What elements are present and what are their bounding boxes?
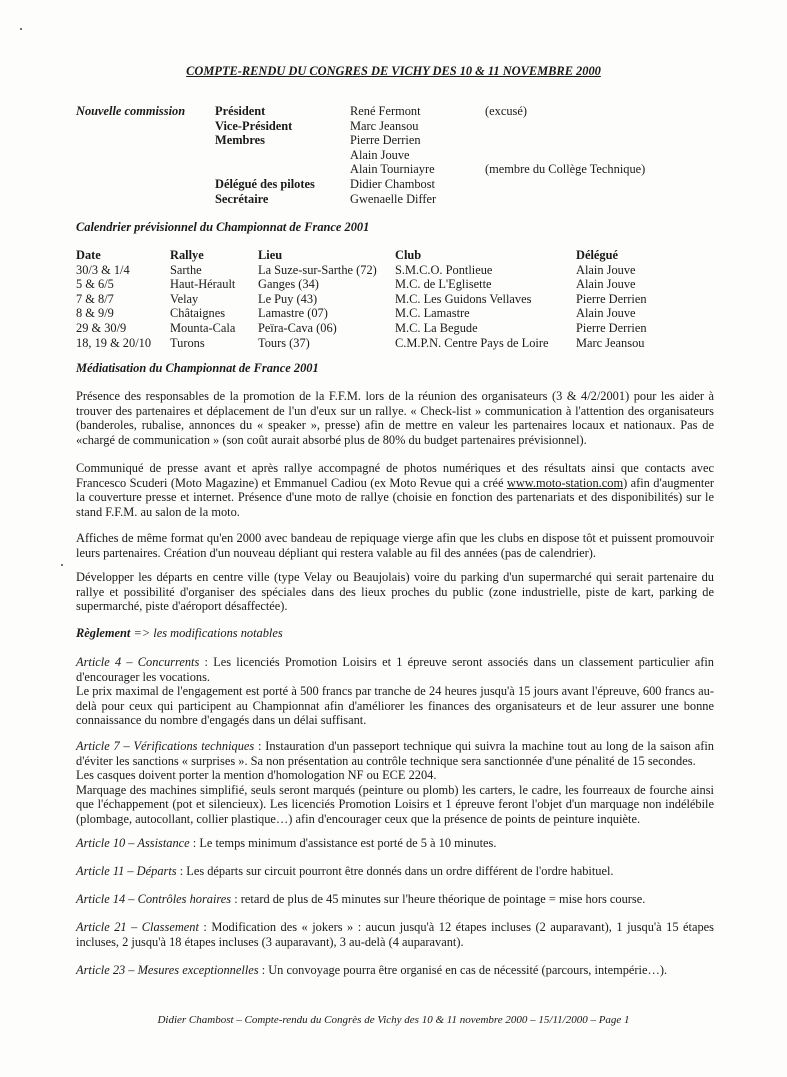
article-23: [76, 963, 714, 978]
calendar-row: [76, 306, 676, 321]
calendar-cell-date: 29 & 30/9: [76, 320, 127, 335]
commission-member-name: Gwenaelle Differ: [350, 191, 437, 206]
calendar-cell-lieu: Le Puy (43): [258, 291, 318, 306]
calendar-table: [76, 248, 676, 350]
calendar-cell-date: 8 & 9/9: [76, 306, 114, 321]
commission-role: Délégué des pilotes: [215, 177, 315, 191]
col-header-date: Date: [76, 248, 101, 262]
calendar-row: [76, 321, 676, 336]
commission-member-name: Alain Tourniayre: [350, 162, 435, 177]
article-4-intro: [76, 655, 714, 684]
article-7-text: : Instauration d'un passeport technique qui suivra la machine tout au long de la saison afin d'éviter les sanctions « surprises ». Sa non présentation au contrôle technique sera sanctionnée d'une pénalité de 15 secondes.: [76, 739, 715, 768]
calendar-header-row: [76, 248, 676, 263]
article-4-fees: Le prix maximal de l'engagement est porté à 500 francs par tranche de 24 heures jusqu'à 15 jours avant l'épreuve, 600 francs au-delà pour ceux qui participent au Championnat afin d'améliorer les finances des organisateurs et de leur assurer une bonne connaissance du nombre d'engagés dans un délai suffisant.: [76, 684, 714, 728]
calendar-cell-date: 30/3 & 1/4: [76, 262, 130, 277]
article-7: [76, 739, 714, 827]
commission-member-name: Pierre Derrien: [350, 133, 421, 148]
commission-member-name: René Fermont: [350, 104, 421, 118]
media-paragraph-2: [76, 461, 714, 519]
calendar-cell-rallye: Velay: [170, 291, 199, 306]
media-heading: Médiatisation du Championnat de France 2001: [76, 361, 319, 375]
article-7-helmets: Les casques doivent porter la mention d'homologation NF ou ECE 2204.: [76, 768, 437, 783]
article-10-text: : Le temps minimum d'assistance est porté de 5 à 10 minutes.: [189, 836, 497, 850]
article-14-title: Article 14 – Contrôles horaires: [76, 892, 232, 906]
calendar-row: [76, 292, 676, 307]
calendar-cell-club: S.M.C.O. Pontlieue: [395, 262, 493, 277]
calendar-cell-club: M.C. Lamastre: [395, 306, 470, 321]
commission-note: (excusé): [485, 104, 527, 118]
col-header-delegue: Délégué: [576, 248, 618, 262]
calendar-cell-date: 5 & 6/5: [76, 277, 114, 292]
media-paragraph-4: Développer les départs en centre ville (type Velay ou Beaujolais) voire du parking d'un supermarché qui serait partenaire du rallye et possibilité d'organiser des spéciales dans des lieux proches du public (zone industrielle, piste de kart, parking de supermarché, piste d'aéroport désaffectée).: [76, 570, 714, 614]
calendar-cell-rallye: Mounta-Cala: [170, 320, 236, 335]
calendar-body: [76, 263, 676, 351]
article-10: [76, 836, 714, 851]
calendar-cell-lieu: Peïra-Cava (06): [258, 320, 337, 335]
commission-role: Secrétaire: [215, 191, 269, 206]
article-7-intro: [76, 739, 714, 768]
article-10-title: Article 10 – Assistance: [76, 836, 190, 850]
calendar-cell-delegue: Alain Jouve: [576, 262, 636, 277]
moto-station-link[interactable]: www.moto-station.com: [506, 475, 624, 490]
article-14-text: : retard de plus de 45 minutes sur l'heure théorique de pointage = mise hors course.: [231, 892, 646, 906]
article-21-text: : Modification des « jokers » : aucun jusqu'à 12 étapes incluses (2 auparavant), 1 jusqu'à 15 étapes incluses, 2 jusqu'à 18 étapes incluses (3 auparavant), 3 au-delà (4 auparavant).: [76, 920, 715, 949]
commission-member-name: Didier Chambost: [350, 177, 436, 191]
calendar-cell-rallye: Châtaignes: [170, 306, 226, 321]
article-7-title: Article 7 – Vérifications techniques: [76, 739, 255, 753]
commission-member-name: Alain Jouve: [350, 147, 410, 162]
media-paragraph-3: Affiches de même format qu'en 2000 avec bandeau de repiquage vierge afin que les clubs en dispose tôt et puissent promouvoir leurs partenaires. Création d'un nouveau dépliant qui restera valable au fil des années (pas de calendrier).: [76, 531, 714, 560]
article-4-text: : Les licenciés Promotion Loisirs et 1 épreuve seront associés dans un classement particulier afin d'encourager les vocations.: [76, 655, 714, 684]
article-11-title: Article 11 – Départs: [76, 864, 177, 878]
calendar-cell-delegue: Pierre Derrien: [576, 291, 647, 306]
calendar-cell-club: M.C. La Begude: [395, 320, 478, 335]
commission-role: Membres: [215, 133, 266, 148]
media-paragraph-1: Présence des responsables de la promotion de la F.F.M. lors de la réunion des organisateurs (3 & 4/2/2001) pour les aider à trouver des partenaires et déplacement de l'un d'eux sur un rallye. « Check-list » communication à l'attention des organisateurs (banderoles, rubalise, annonces du « speaker », presse) afin de mettre en valeur les partenaires locaux et nationaux. Pas de «chargé de communication » (son coût aurait absorbé plus de 80% du budget partenaires prévisionnel).: [76, 389, 714, 447]
scan-speck: [61, 564, 63, 566]
calendar-cell-lieu: Lamastre (07): [258, 306, 328, 321]
article-23-text: : Un convoyage pourra être organisé en cas de nécessité (parcours, intempérie…).: [258, 963, 668, 977]
calendar-cell-delegue: Marc Jeansou: [576, 335, 645, 350]
calendar-cell-rallye: Sarthe: [170, 262, 202, 277]
calendar-cell-lieu: Tours (37): [258, 335, 310, 350]
col-header-club: Club: [395, 248, 422, 262]
calendar-row: [76, 277, 676, 292]
calendar-cell-club: M.C. Les Guidons Vellaves: [395, 291, 532, 306]
calendar-cell-club: C.M.P.N. Centre Pays de Loire: [395, 335, 549, 350]
article-7-marking: Marquage des machines simplifié, seuls seront marqués (peinture ou plomb) les carters, le cadre, les fourreaux de fourche ainsi que l'échappement (pot et silencieux). Les licenciés Promotion Loisirs et 1 épreuve feront l'objet d'un marquage non indélébile (plombage, autocollant, collier plastique…) afin d'encourager ceux que la présence de points de peinture inquiète.: [76, 782, 714, 826]
media-p2-start: Communiqué de presse avant et après rallye accompagné de photos numériques et des résultats ainsi que contacts avec Francesco Scuderi (Moto Magazine) et Emmanuel Cadiou (ex Moto Revue qui a créé: [76, 461, 714, 490]
article-4-title: Article 4 – Concurrents: [76, 655, 200, 669]
article-21-title: Article 21 – Classement: [76, 920, 199, 934]
calendar-row: [76, 263, 676, 278]
calendar-cell-delegue: Alain Jouve: [576, 306, 636, 321]
calendar-cell-date: 18, 19 & 20/10: [76, 335, 152, 350]
calendar-row: [76, 336, 676, 351]
calendar-cell-delegue: Pierre Derrien: [576, 320, 647, 335]
commission-role: Président: [215, 104, 266, 118]
commission-role: Vice-Président: [215, 118, 293, 133]
reglement-heading-rest: => les modifications notables: [130, 626, 283, 640]
article-4: [76, 655, 714, 728]
article-11-text: : Les départs sur circuit pourront être donnés dans un ordre différent de l'ordre habituel.: [176, 864, 614, 878]
article-21: [76, 920, 714, 949]
commission-note: (membre du Collège Technique): [485, 162, 646, 177]
document-title: COMPTE-RENDU DU CONGRES DE VICHY DES 10 & 11 NOVEMBRE 2000: [186, 64, 601, 78]
calendar-cell-date: 7 & 8/7: [76, 291, 114, 306]
calendar-cell-delegue: Alain Jouve: [576, 277, 636, 292]
col-header-lieu: Lieu: [258, 248, 283, 262]
calendar-cell-lieu: Ganges (34): [258, 277, 319, 292]
reglement-heading: [76, 626, 714, 641]
media-p2-end: ) afin d'augmenter la couverture presse et internet. Présence d'une moto de rallye (choisie en fonction des partenariats et des disponibilités) sur le stand F.F.M. au salon de la moto.: [76, 475, 714, 519]
calendar-heading: Calendrier prévisionnel du Championnat de France 2001: [76, 220, 370, 234]
calendar-cell-club: M.C. de L'Eglisette: [395, 277, 492, 292]
article-23-title: Article 23 – Mesures exceptionnelles: [76, 963, 259, 977]
commission-block: [76, 104, 716, 204]
col-header-rallye: Rallye: [170, 248, 204, 262]
scan-speck: [20, 28, 22, 30]
calendar-cell-lieu: La Suze-sur-Sarthe (72): [258, 262, 377, 277]
reglement-heading-bold: Règlement: [76, 626, 131, 640]
article-14: [76, 892, 714, 907]
commission-label: Nouvelle commission: [76, 104, 186, 118]
commission-member-name: Marc Jeansou: [350, 118, 419, 133]
page-footer: Didier Chambost – Compte-rendu du Congrès de Vichy des 10 & 11 novembre 2000 – 15/11/2000 – Page 1: [157, 1014, 630, 1026]
article-11: [76, 864, 714, 879]
calendar-cell-rallye: Haut-Hérault: [170, 277, 236, 292]
calendar-cell-rallye: Turons: [170, 335, 205, 350]
